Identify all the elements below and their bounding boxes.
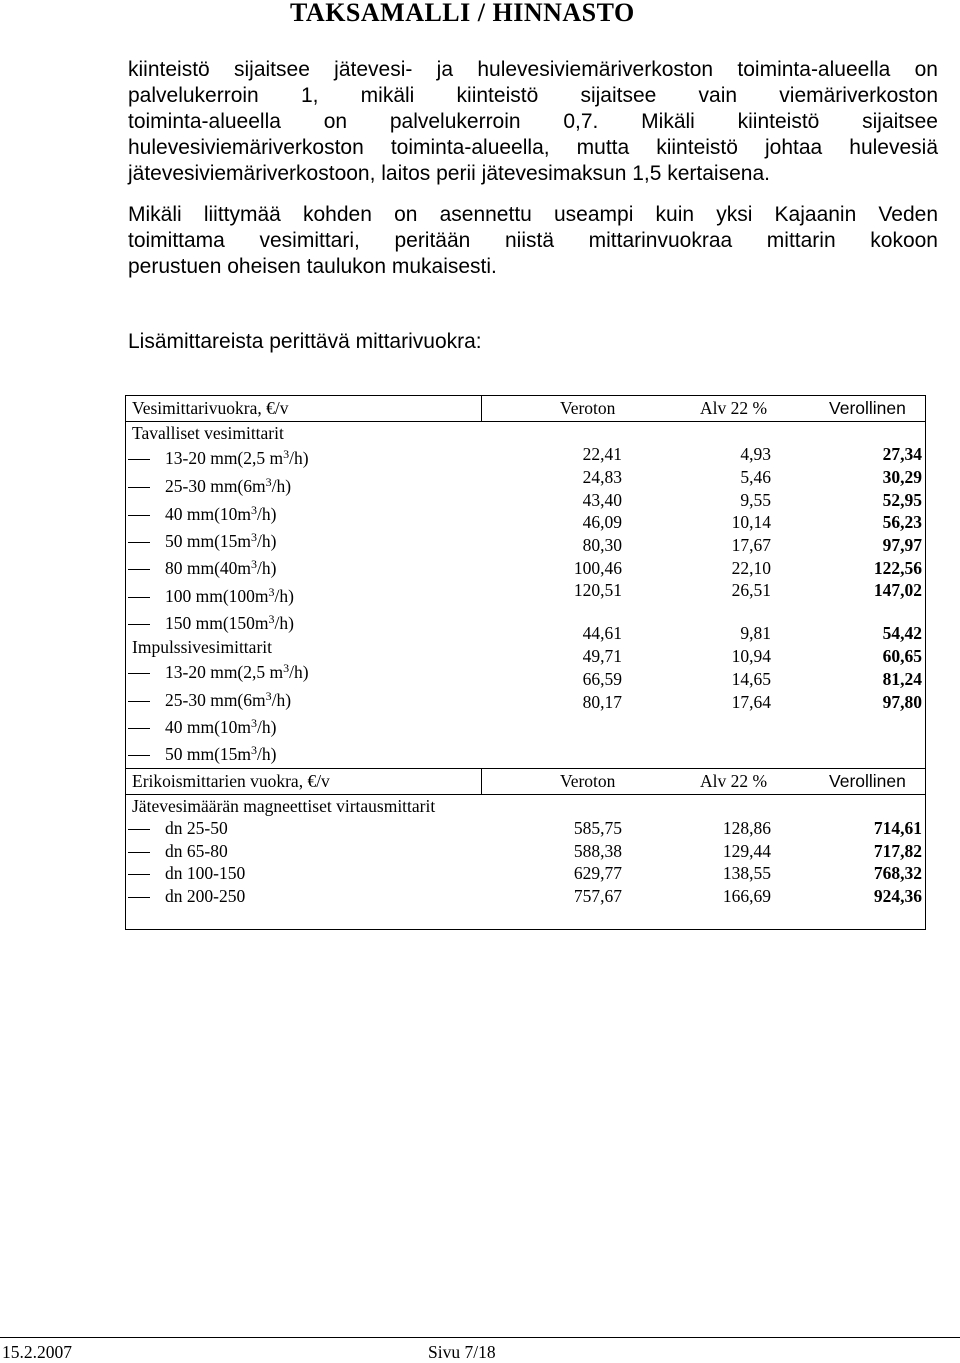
paragraph-line: toiminta-alueella on palvelukerroin 0,7. Mikäli kiinteistö sijaitsee — [128, 110, 938, 133]
bullet-dash — [128, 487, 150, 488]
value-verollinen: 717,82 — [873, 841, 922, 861]
meter-size-label — [165, 613, 294, 634]
value-verollinen: 147,02 — [873, 580, 922, 600]
bullet-dash — [128, 624, 150, 625]
bullet-dash — [128, 755, 150, 756]
value-veroton: 588,38 — [573, 841, 622, 861]
meter-size-text: 50 mm(15m — [165, 744, 252, 764]
value-verollinen: 768,32 — [873, 863, 922, 883]
meter-size-text: 13-20 mm(2,5 m — [165, 662, 284, 682]
paragraph-line: palvelukerroin 1, mikäli kiinteistö sijaitsee vain viemäriverkoston — [128, 84, 938, 107]
superscript: 3 — [251, 743, 258, 757]
value-alv: 10,14 — [731, 512, 771, 532]
bullet-dash — [128, 701, 150, 702]
meter-size-text: 25-30 mm(6m — [165, 476, 266, 496]
bullet-dash — [128, 829, 150, 830]
meter-size-unit: /h) — [257, 558, 277, 578]
value-verollinen: 52,95 — [882, 490, 922, 510]
value-verollinen: 30,29 — [882, 467, 922, 487]
meter-size-text: 40 mm(10m — [165, 717, 252, 737]
bullet-dash — [128, 597, 150, 598]
meter-size-unit: /h) — [271, 476, 292, 496]
group-title: Jätevesimäärän magneettiset virtausmittarit — [132, 796, 436, 816]
meter-size-text: 150 mm(150m — [165, 613, 269, 633]
page-title: TAKSAMALLI / HINNASTO — [290, 0, 635, 27]
superscript: 3 — [283, 661, 290, 675]
value-veroton: 43,40 — [582, 490, 622, 510]
paragraph-service-factor — [128, 57, 938, 187]
meter-size-label — [165, 586, 294, 607]
value-alv: 17,64 — [731, 692, 771, 712]
meter-size-text: 100 mm(100m — [165, 586, 269, 606]
divider — [126, 794, 925, 795]
group-title: Impulssivesimittarit — [132, 637, 272, 657]
value-veroton: 24,83 — [582, 467, 622, 487]
divider — [126, 421, 925, 422]
value-veroton: 629,77 — [573, 863, 622, 883]
value-alv: 4,93 — [740, 444, 771, 464]
value-verollinen: 56,23 — [882, 512, 922, 532]
meter-size-label — [165, 531, 277, 552]
meter-size-label — [165, 448, 309, 469]
value-veroton: 46,09 — [582, 512, 622, 532]
value-alv: 14,65 — [731, 669, 771, 689]
value-veroton: 80,17 — [582, 692, 622, 712]
footer-date: 15.2.2007 — [2, 1342, 72, 1362]
meter-size-text: 13-20 mm(2,5 m — [165, 448, 284, 468]
meter-size-unit: /h) — [271, 690, 292, 710]
value-veroton: 22,41 — [582, 444, 622, 464]
footer-page-number: Sivu 7/18 — [428, 1342, 496, 1362]
value-verollinen: 27,34 — [882, 444, 922, 464]
value-alv: 128,86 — [722, 818, 771, 838]
paragraph-multiple-meters — [128, 202, 938, 280]
meter-size-label — [165, 717, 277, 738]
flow-meter-label: dn 65-80 — [165, 841, 228, 861]
value-veroton: 100,46 — [573, 558, 622, 578]
bullet-dash — [128, 874, 150, 875]
meter-size-unit: /h) — [274, 586, 294, 606]
footer-divider — [0, 1337, 960, 1338]
meter-size-text: 50 mm(15m — [165, 531, 252, 551]
flow-meter-label: dn 100-150 — [165, 863, 246, 883]
value-veroton: 49,71 — [582, 646, 622, 666]
column-header-veroton: Veroton — [560, 398, 616, 418]
meter-size-unit: /h) — [257, 744, 277, 764]
paragraph-line: perustuen oheisen taulukon mukaisesti. — [128, 255, 497, 278]
value-verollinen: 97,97 — [882, 535, 922, 555]
superscript: 3 — [268, 585, 275, 599]
bullet-dash — [128, 542, 150, 543]
bullet-dash — [128, 897, 150, 898]
table-subheading: Lisämittareista perittävä mittarivuokra: — [128, 330, 482, 353]
bullet-dash — [128, 673, 150, 674]
value-veroton: 757,67 — [573, 886, 622, 906]
meter-size-unit: /h) — [257, 531, 277, 551]
column-header-alv: Alv 22 % — [700, 771, 768, 791]
value-verollinen: 122,56 — [873, 558, 922, 578]
meter-size-label — [165, 662, 309, 683]
bullet-dash — [128, 728, 150, 729]
bullet-dash — [128, 515, 150, 516]
value-verollinen: 924,36 — [873, 886, 922, 906]
section-header-label: Vesimittarivuokra, €/v — [132, 398, 289, 418]
value-veroton: 44,61 — [582, 623, 622, 643]
meter-size-unit: /h) — [257, 504, 277, 524]
meter-size-label — [165, 504, 277, 525]
value-verollinen: 60,65 — [882, 646, 922, 666]
column-header-veroton: Veroton — [560, 771, 616, 791]
value-alv: 10,94 — [731, 646, 771, 666]
paragraph-line: Mikäli liittymää kohden on asennettu useampi kuin yksi Kajaanin Veden — [128, 203, 938, 226]
value-alv: 26,51 — [731, 580, 771, 600]
value-alv: 9,81 — [740, 623, 771, 643]
paragraph-line: kiinteistö sijaitsee jätevesi- ja hulevesiviemäriverkoston toiminta-alueella on — [128, 58, 938, 81]
value-verollinen: 714,61 — [873, 818, 922, 838]
value-verollinen: 54,42 — [882, 623, 922, 643]
value-alv: 17,67 — [731, 535, 771, 555]
value-alv: 166,69 — [722, 886, 771, 906]
superscript: 3 — [283, 447, 290, 461]
bullet-dash — [128, 852, 150, 853]
paragraph-line: hulevesiviemäriverkoston toiminta-alueella, mutta kiinteistö johtaa hulevesiä — [128, 136, 938, 159]
superscript: 3 — [265, 689, 272, 703]
meter-size-label — [165, 476, 291, 497]
value-veroton: 585,75 — [573, 818, 622, 838]
value-verollinen: 97,80 — [882, 692, 922, 712]
meter-size-text: 40 mm(10m — [165, 504, 252, 524]
value-veroton: 80,30 — [582, 535, 622, 555]
column-header-verollinen: Verollinen — [829, 398, 906, 418]
meter-size-label — [165, 558, 277, 579]
flow-meter-label: dn 200-250 — [165, 886, 246, 906]
value-veroton: 120,51 — [573, 580, 622, 600]
flow-meter-label: dn 25-50 — [165, 818, 228, 838]
divider — [481, 396, 482, 422]
meter-size-unit: /h) — [289, 448, 309, 468]
divider — [481, 769, 482, 795]
meter-size-unit: /h) — [274, 613, 294, 633]
meter-size-text: 80 mm(40m — [165, 558, 252, 578]
value-alv: 138,55 — [722, 863, 771, 883]
meter-size-unit: /h) — [257, 717, 277, 737]
value-alv: 5,46 — [740, 467, 771, 487]
value-verollinen: 81,24 — [882, 669, 922, 689]
value-alv: 9,55 — [740, 490, 771, 510]
section-header-label: Erikoismittarien vuokra, €/v — [132, 771, 330, 791]
superscript: 3 — [251, 716, 258, 730]
paragraph-line: jätevesiviemäriverkostoon, laitos perii jätevesimaksun 1,5 kertaisena. — [128, 162, 770, 185]
divider — [126, 768, 925, 769]
column-header-verollinen: Verollinen — [829, 771, 906, 791]
superscript: 3 — [268, 612, 275, 626]
paragraph-line: toimittama vesimittari, peritään niistä mittarinvuokraa mittarin kokoon — [128, 229, 938, 252]
bullet-dash — [128, 459, 150, 460]
value-veroton: 66,59 — [582, 669, 622, 689]
bullet-dash — [128, 569, 150, 570]
superscript: 3 — [251, 530, 258, 544]
value-alv: 129,44 — [722, 841, 771, 861]
superscript: 3 — [251, 503, 258, 517]
meter-size-label — [165, 690, 291, 711]
group-title: Tavalliset vesimittarit — [132, 423, 284, 443]
superscript: 3 — [251, 557, 258, 571]
column-header-alv: Alv 22 % — [700, 398, 768, 418]
meter-size-text: 25-30 mm(6m — [165, 690, 266, 710]
value-alv: 22,10 — [731, 558, 771, 578]
superscript: 3 — [265, 475, 272, 489]
meter-size-label — [165, 744, 277, 765]
meter-size-unit: /h) — [289, 662, 309, 682]
